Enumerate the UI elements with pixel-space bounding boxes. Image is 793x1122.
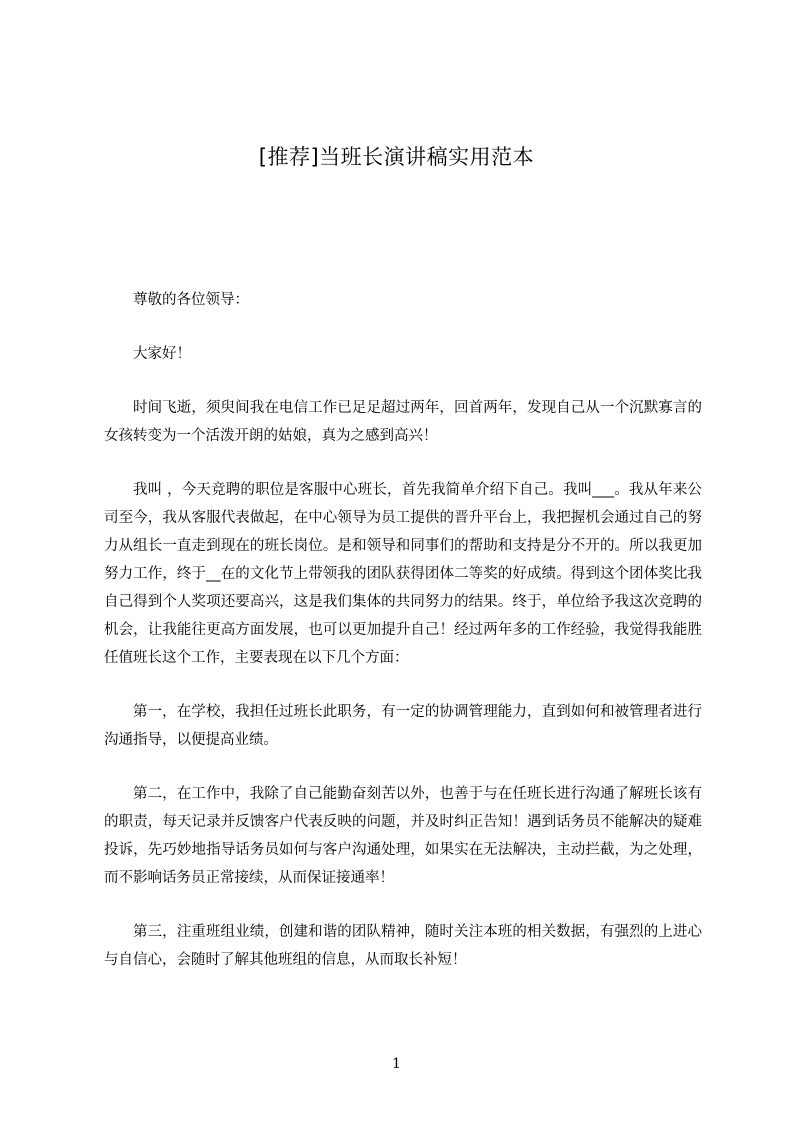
paragraph-point-two: 第二，在工作中，我除了自己能勤奋刻苦以外，也善于与在任班长进行沟通了解班长该有的职责，每天记录并反馈客户代表反映的问题，并及时纠正告知！遇到话务员不能解决的疑难投诉，先巧妙地指导话务员如何与客户沟通处理，如果实在无法解决，主动拦截，为之处理，而不影响话务员正常接续，从而保证接通率！ xyxy=(104,786,702,886)
paragraph-greeting: 大家好！ xyxy=(133,346,191,362)
paragraph-self-introduction: 我叫 ，今天竞聘的职位是客服中心班长，首先我简单介绍下自己。我叫___。我从年来公司至今，我从客服代表做起，在中心领导为员工提供的晋升平台上，我把握机会通过自己的努力从组长一直走到现在的班长岗位。是和领导和同事们的帮助和支持是分不开的。所以我更加努力工作，终于__在的文化节上带领我的团队获得团体二等奖的好成绩。得到这个团体奖比我自己得到个人奖项还要高兴，这是我们集体的共同努力的结果。终于，单位给予我这次竞聘的机会，让我能往更高方面发展，也可以更加提升自己！经过两年多的工作经验，我觉得我能胜任值班长这个工作，主要表现在以下几个方面： xyxy=(104,482,702,666)
paragraph-point-one: 第一，在学校，我担任过班长此职务，有一定的协调管理能力，直到如何和被管理者进行沟通指导，以便提高业绩。 xyxy=(104,704,702,748)
paragraph-salutation: 尊敬的各位领导： xyxy=(133,292,249,308)
paragraph-point-three: 第三，注重班组业绩，创建和谐的团队精神，随时关注本班的相关数据，有强烈的上进心与自信心，会随时了解其他班组的信息，从而取长补短！ xyxy=(104,924,702,968)
document-body xyxy=(104,286,702,1000)
paragraph-intro: 时间飞逝，须臾间我在电信工作已足足超过两年，回首两年，发现自己从一个沉默寡言的女孩转变为一个活泼开朗的姑娘，真为之感到高兴！ xyxy=(104,400,702,444)
document-title: [推荐]当班长演讲稿实用范本 xyxy=(258,145,535,169)
page-number: 1 xyxy=(392,1056,401,1072)
